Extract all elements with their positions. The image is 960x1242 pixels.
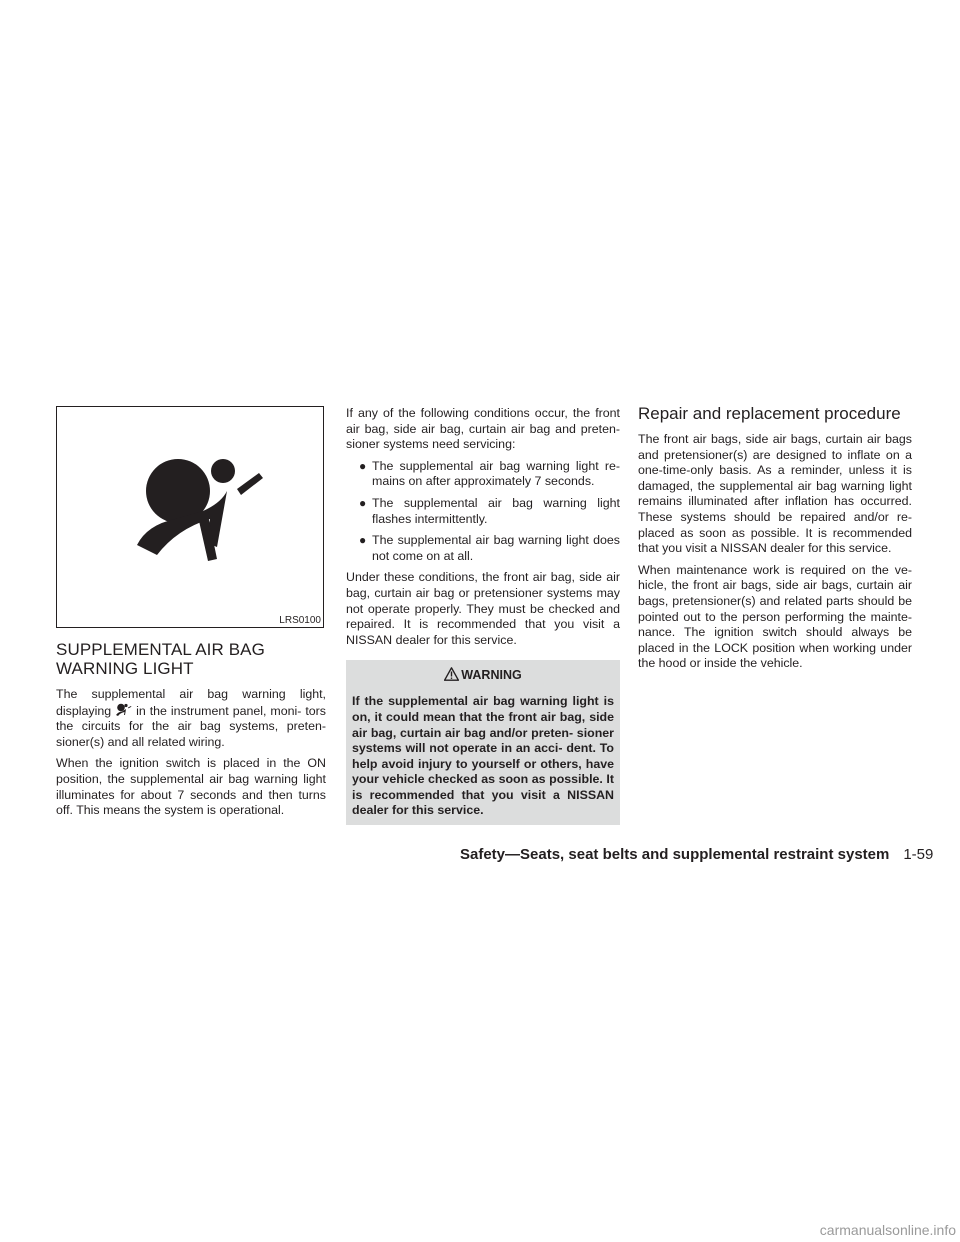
warning-triangle-icon (444, 667, 459, 681)
page-number: 1-59 (903, 846, 934, 863)
warning-heading (352, 667, 614, 682)
text: The supplemental air bag warning light flashes intermittently. (372, 495, 620, 526)
bullet: ● (359, 495, 367, 510)
paragraph: The front air bags, side air bags, curtain air bags and pretensioner(s) are designed to inflate on a one-time-only basis. As a reminder, unless it is damaged, the supplemental air bag warning light remains illuminated after inflation has occurred. These systems should be repaired and/or re- placed as soon as possible. It is recommended that you visit a NISSAN dealer for this service. (638, 432, 912, 556)
list-item (346, 533, 620, 564)
paragraph: When the ignition switch is placed in the ON position, the supplemental air bag warning light illuminates for about 7 seconds and then turns off. This means the system is operational. (56, 756, 326, 818)
paragraph: If any of the following conditions occur, the front air bag, side air bag, curtain air bag and preten- sioner systems need servicing: (346, 406, 620, 452)
text: The supplemental air bag warning light does not come on at all. (372, 533, 620, 563)
figure-id: LRS0100 (279, 615, 321, 626)
airbag-inline-icon (112, 703, 134, 717)
paragraph (56, 687, 326, 750)
list-item (346, 496, 620, 527)
watermark: carmanualsonline.info (819, 1222, 956, 1238)
footer-section: Safety—Seats, seat belts and supplemental restraint system (460, 846, 890, 863)
text: The supplemental air bag warning light, displaying (56, 687, 326, 718)
bullet: ● (359, 458, 367, 473)
text: in the instrument panel, moni- tors the circuits for the air bag systems, preten- sioner(s) and all related wiring. (56, 703, 326, 749)
bullet: ● (359, 533, 367, 548)
warning-box (346, 660, 620, 825)
text: The supplemental air bag warning light re- mains on after approximately 7 seconds. (372, 458, 620, 489)
list-item (346, 459, 620, 490)
paragraph: Under these conditions, the front air bag, side air bag, curtain air bag or pretensioner systems may not operate properly. They must be checked and repaired. It is recommended that you visit a NISSAN dealer for this service. (346, 570, 620, 647)
warning-text: If the supplemental air bag warning light is on, it could mean that the front air bag, side air bag, curtain air bag and/or preten- sioner systems will not operate in an acci- dent. To help avoid injury to yourself or others, have your vehicle checked as soon as possible. It is recommended that you visit a NISSAN dealer for this service. (352, 694, 614, 818)
warning-title: WARNING (461, 668, 522, 683)
section-title (56, 640, 326, 678)
column-3 (638, 404, 912, 678)
condition-list (346, 459, 620, 565)
column-1 (56, 406, 326, 825)
page-footer (460, 846, 933, 863)
title-line: WARNING LIGHT (56, 659, 194, 678)
section-title: Repair and replacement procedure (638, 404, 901, 423)
title-line: SUPPLEMENTAL AIR BAG (56, 640, 265, 659)
paragraph: When maintenance work is required on the ve- hicle, the front air bags, side air bags, curtain air bags, pretensioner(s) and related parts should be pointed out to the person performing the mainte- nance. The ignition switch should always be placed in the LOCK position when working under the hood or inside the vehicle. (638, 562, 912, 671)
column-2 (346, 406, 620, 825)
airbag-figure (56, 406, 324, 628)
airbag-warning-icon (57, 407, 323, 627)
